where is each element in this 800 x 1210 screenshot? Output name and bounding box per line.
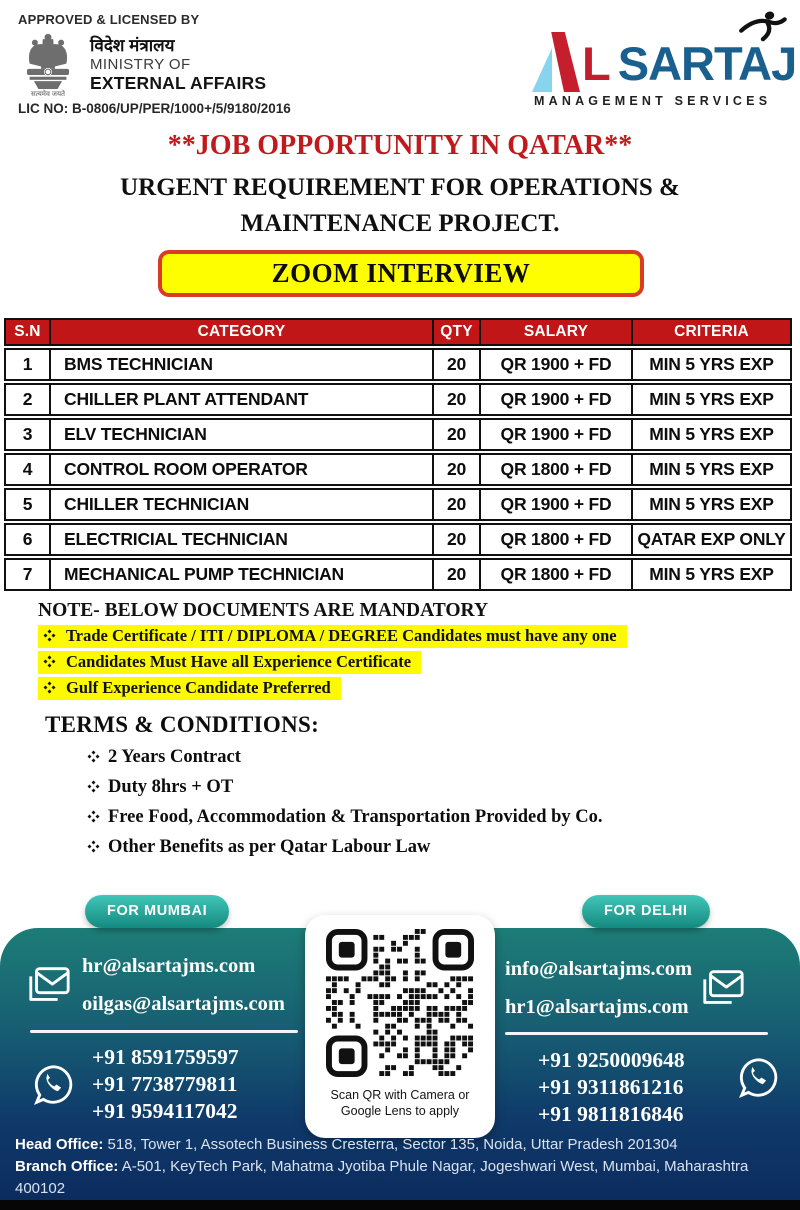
qr-code [326,929,474,1077]
delhi-phones-block [538,1047,685,1128]
sub-title-line1: URGENT REQUIREMENT FOR OPERATIONS & [120,174,680,201]
note-item: Trade Certificate / ITI / DIPLOMA / DEGREE Candidates must have any one [38,625,627,648]
note-item: Gulf Experience Candidate Preferred [38,677,341,700]
diamond-bullet-icon [43,652,56,671]
terms-item: 2 Years Contract [87,747,765,768]
phone-number: +91 9594117042 [92,1099,238,1123]
mumbai-emails-block [26,947,285,1023]
cell-salary: QR 1800 + FD [481,455,633,484]
cell-sn: 3 [6,420,51,449]
cell-salary: QR 1900 + FD [481,420,633,449]
head-office-line: Head Office: 518, Tower 1, Assotech Business Cresterra, Sector 135, Noida, Uttar Pradesh 201304 [15,1136,678,1153]
diamond-bullet-icon [43,626,56,645]
jobs-table [4,318,792,593]
cell-salary: QR 1800 + FD [481,560,633,589]
cell-sn: 4 [6,455,51,484]
cell-qty: 20 [434,420,481,449]
ministry-line2: EXTERNAL AFFAIRS [90,72,267,93]
note-section [38,600,774,700]
header-sn: S.N [6,320,51,344]
office-addresses [15,1134,788,1200]
table-row [4,348,792,381]
mumbai-phones-block [30,1044,239,1125]
cell-sn: 5 [6,490,51,519]
cell-criteria: MIN 5 YRS EXP [649,424,774,444]
divider [30,1030,298,1033]
table-header-row [4,318,792,346]
divider [505,1032,768,1035]
email-address: hr@alsartajms.com [82,955,256,977]
sub-title [0,170,800,242]
qr-card [305,915,495,1138]
logo-subtitle: MANAGEMENT SERVICES [534,94,772,108]
cell-category: MECHANICAL PUMP TECHNICIAN [51,560,434,589]
cell-qty: 20 [434,350,481,379]
al-sartaj-logo [532,8,797,108]
phone-number: +91 7738779811 [92,1072,238,1096]
terms-items [45,747,765,858]
note-heading: NOTE- BELOW DOCUMENTS ARE MANDATORY [38,600,489,621]
cell-salary: QR 1900 + FD [481,385,633,414]
cell-qty: 20 [434,490,481,519]
delhi-emails-block [505,950,746,1026]
cell-qty: 20 [434,560,481,589]
license-number: LIC NO: B-0806/UP/PER/1000+/5/9180/2016 [18,101,291,116]
terms-item: Duty 8hrs + OT [87,777,765,798]
cell-category: CONTROL ROOM OPERATOR [51,455,434,484]
ministry-hindi: विदेश मंत्रालय [90,36,175,55]
cell-category: CHILLER TECHNICIAN [51,490,434,519]
phone-number: +91 9311861216 [538,1075,684,1099]
ministry-block [90,36,266,93]
zoom-interview-badge [158,250,644,297]
for-delhi-pill: FOR DELHI [582,895,710,928]
zoom-interview-label: ZOOM INTERVIEW [271,258,531,288]
cell-category: BMS TECHNICIAN [51,350,434,379]
india-emblem-icon [20,32,76,90]
approved-licensed-label: APPROVED & LICENSED BY [18,12,200,27]
header-category: CATEGORY [51,320,434,344]
emblem-caption: सत्यमेव जयते [30,91,66,98]
phone-number: +91 9811816846 [538,1102,684,1126]
cell-qty: 20 [434,525,481,554]
contact-footer [0,895,800,1210]
cell-criteria: QATAR EXP ONLY [637,529,786,549]
table-row [4,453,792,486]
whatsapp-icon [30,1062,76,1108]
bottom-bar [0,1200,800,1210]
table-row [4,418,792,451]
logo-name: SARTAJ [617,37,797,90]
whatsapp-icon [735,1055,781,1101]
diamond-bullet-icon [43,678,56,697]
diamond-bullet-icon [87,837,100,857]
main-title: **JOB OPPORTUNITY IN QATAR** [167,130,633,161]
table-row [4,383,792,416]
cell-criteria: MIN 5 YRS EXP [649,564,774,584]
logo-letter-a [532,32,580,92]
header-salary: SALARY [481,320,633,344]
envelope-icon [26,963,72,1007]
cell-sn: 6 [6,525,51,554]
terms-item: Other Benefits as per Qatar Labour Law [87,837,765,858]
table-row [4,558,792,591]
cell-criteria: MIN 5 YRS EXP [649,459,774,479]
terms-heading: TERMS & CONDITIONS: [45,712,320,737]
cell-criteria: MIN 5 YRS EXP [649,354,774,374]
cell-category: ELECTRICIAL TECHNICIAN [51,525,434,554]
logo-letter-l: L [582,37,611,90]
diamond-bullet-icon [87,777,100,797]
cell-salary: QR 1900 + FD [481,350,633,379]
qr-caption: Scan QR with Camera or Google Lens to apply [330,1088,470,1118]
table-row [4,523,792,556]
cell-category: ELV TECHNICIAN [51,420,434,449]
sub-title-line2: MAINTENANCE PROJECT. [240,210,560,237]
note-items [38,622,774,700]
cell-qty: 20 [434,455,481,484]
table-body [4,348,792,591]
header-criteria: CRITERIA [674,323,749,340]
envelope-icon [700,966,746,1010]
cell-criteria: MIN 5 YRS EXP [649,389,774,409]
cell-criteria: MIN 5 YRS EXP [649,494,774,514]
terms-section [45,712,765,858]
cell-qty: 20 [434,385,481,414]
phone-number: +91 8591759597 [92,1045,239,1069]
email-address: hr1@alsartajms.com [505,996,689,1018]
email-address: info@alsartajms.com [505,958,693,980]
phone-number: +91 9250009648 [538,1048,685,1072]
diamond-bullet-icon [87,747,100,767]
for-mumbai-pill: FOR MUMBAI [85,895,229,928]
cell-sn: 7 [6,560,51,589]
cell-category: CHILLER PLANT ATTENDANT [51,385,434,414]
cell-salary: QR 1900 + FD [481,490,633,519]
cell-sn: 2 [6,385,51,414]
terms-item: Free Food, Accommodation & Transportation Provided by Co. [87,807,765,828]
diamond-bullet-icon [87,807,100,827]
note-item: Candidates Must Have all Experience Certificate [38,651,421,674]
cell-salary: QR 1800 + FD [481,525,633,554]
email-address: oilgas@alsartajms.com [82,993,285,1015]
header-qty: QTY [434,320,481,344]
cell-sn: 1 [6,350,51,379]
table-row [4,488,792,521]
branch-office-line: Branch Office: A-501, KeyTech Park, Mahatma Jyotiba Phule Nagar, Jogeshwari West, Mumbai, Maharashtra 400102 [15,1158,749,1197]
ministry-line1: MINISTRY OF [90,55,191,73]
